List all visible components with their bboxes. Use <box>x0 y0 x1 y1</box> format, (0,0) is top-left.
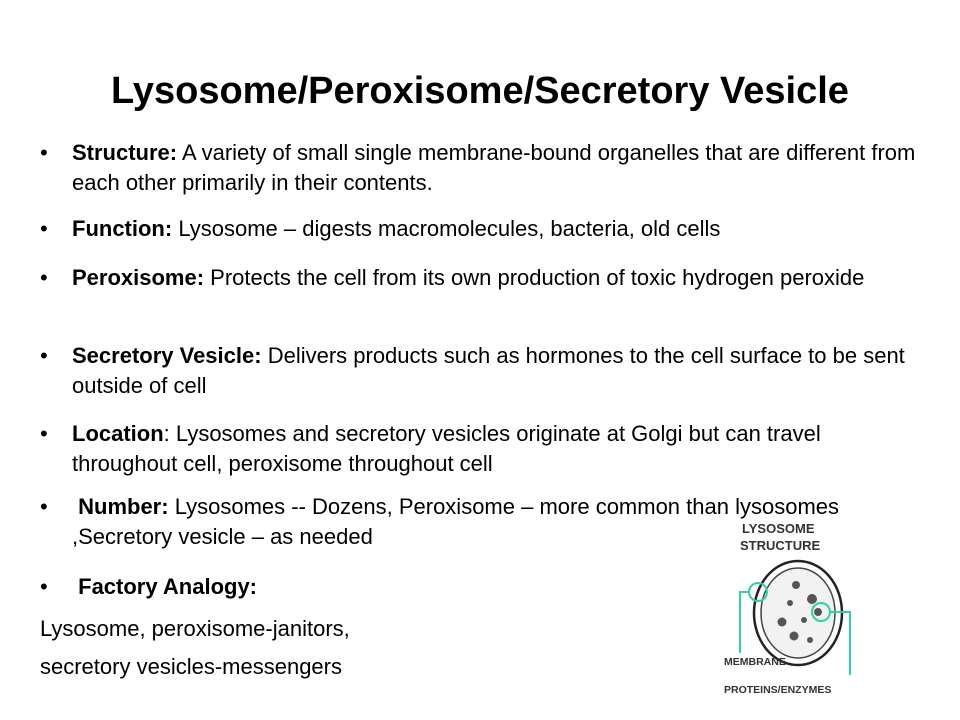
diagram-label-proteins: PROTEINS/ENZYMES <box>724 684 832 696</box>
enzyme-particle <box>792 581 800 589</box>
diagram-title-line1: LYSOSOME <box>742 521 815 536</box>
bullet-dot: • <box>40 216 48 241</box>
enzyme-particle <box>787 600 793 606</box>
bullet-function <box>40 214 920 244</box>
diagram-title-line2: STRUCTURE <box>740 538 821 553</box>
enzyme-particle <box>814 608 822 616</box>
membrane-callout-line <box>740 592 749 653</box>
bullet-dot: • <box>40 574 48 599</box>
enzyme-particle <box>790 632 799 641</box>
bullet-text: A variety of small single membrane-bound organelles that are different from each other primarily in their contents. <box>72 140 916 195</box>
bullet-dot: • <box>40 494 48 519</box>
bullet-label: Secretory Vesicle: <box>72 343 262 368</box>
bullet-structure <box>40 138 920 198</box>
analogy-line-2: secretory vesicles-messengers <box>40 654 342 679</box>
bullet-text: Protects the cell from its own production of toxic hydrogen peroxide <box>204 265 865 290</box>
bullet-label: Function: <box>72 216 173 241</box>
bullet-location <box>40 419 920 479</box>
diagram-label-membrane: MEMBRANE <box>724 656 786 668</box>
lysosome-structure-diagram <box>720 515 870 705</box>
lysosome-inner-membrane <box>761 568 835 658</box>
bullet-dot: • <box>40 421 48 446</box>
bullet-text: Delivers products such as hormones to the cell surface to be sent outside of cell <box>72 343 905 398</box>
bullet-label: Location <box>72 421 164 446</box>
bullet-text: : Lysosomes and secretory vesicles originate at Golgi but can travel throughout cell, peroxisome throughout cell <box>72 421 821 476</box>
analogy-line-1: Lysosome, peroxisome-janitors, <box>40 616 350 641</box>
enzyme-particle <box>778 618 787 627</box>
bullet-peroxisome <box>40 263 920 293</box>
bullet-secretory-vesicle <box>40 341 920 401</box>
bullet-label: Peroxisome: <box>72 265 205 290</box>
bullet-label: Structure: <box>72 140 178 165</box>
bullet-dot: • <box>40 343 48 368</box>
enzyme-particle <box>807 637 813 643</box>
bullet-label: Factory Analogy: <box>72 574 258 599</box>
bullet-dot: • <box>40 140 48 165</box>
bullet-label: Number: <box>72 494 169 519</box>
bullet-dot: • <box>40 265 48 290</box>
bullet-text: Lysosomes -- Dozens, Peroxisome – more common than lysosomes ,Secretory vesicle – as needed <box>72 494 846 549</box>
enzyme-particle <box>807 594 817 604</box>
enzyme-particle <box>801 617 807 623</box>
slide-title: Lysosome/Peroxisome/Secretory Vesicle <box>111 70 849 112</box>
bullet-text: Lysosome – digests macromolecules, bacteria, old cells <box>172 216 721 241</box>
